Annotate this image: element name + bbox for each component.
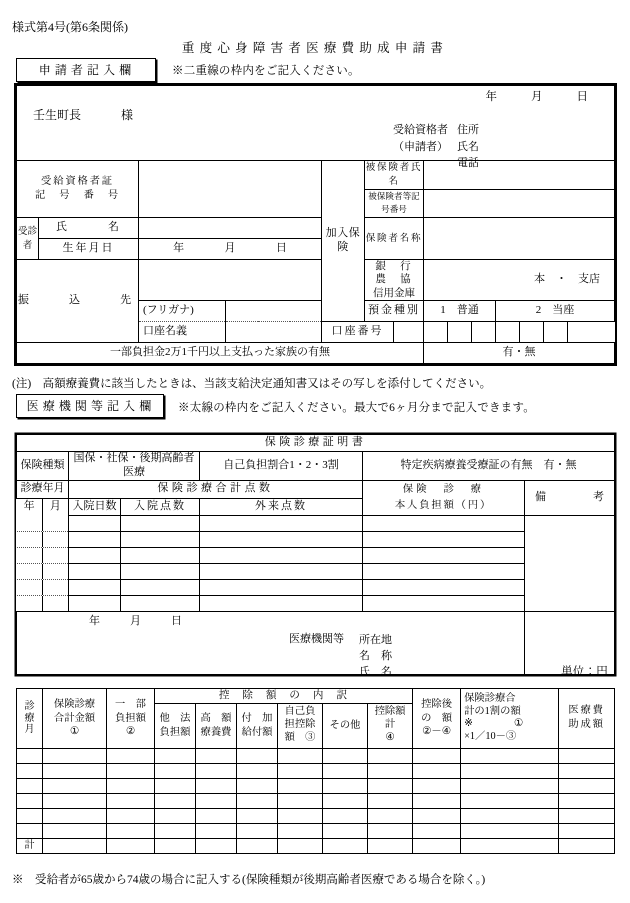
account-number-cell[interactable]	[520, 322, 544, 343]
cell-others[interactable]	[323, 763, 368, 778]
cell-subsidy[interactable]	[559, 763, 615, 778]
table-row[interactable]	[17, 823, 615, 838]
total-tenth[interactable]	[461, 838, 559, 853]
cell-other-law[interactable]	[155, 778, 196, 793]
account-holder-input[interactable]	[226, 322, 322, 343]
cell-partial-burden[interactable]	[107, 808, 155, 823]
cell-month[interactable]	[17, 823, 43, 838]
col-partial-burden: 一 部 負担額 ②	[107, 689, 155, 749]
cell-month[interactable]	[42, 532, 68, 547]
bank-name-input[interactable]	[139, 260, 322, 301]
col-admission-points: 入院点数	[121, 498, 200, 516]
remarks-label: 備 考	[525, 480, 615, 516]
page-title: 重度心身障害者医療費助成申請書	[181, 41, 449, 55]
table-row[interactable]	[17, 808, 615, 823]
cell-high-cost[interactable]	[196, 793, 237, 808]
total-row[interactable]	[17, 838, 615, 853]
deposit-option-futsuu[interactable]: 1 普通	[424, 301, 496, 322]
col-admission-days: 入院日数	[69, 498, 121, 516]
cell-other-law[interactable]	[155, 808, 196, 823]
cell-other-law[interactable]	[155, 748, 196, 763]
cell-year[interactable]	[17, 548, 43, 563]
total-high-cost[interactable]	[196, 838, 237, 853]
cell-additional-benefit[interactable]	[237, 778, 278, 793]
cell-self-deduction[interactable]	[278, 778, 323, 793]
bank-type-label: 銀 行 農 協 信用金庫	[365, 260, 424, 301]
cell-deduction-total[interactable]	[368, 808, 413, 823]
cell-month[interactable]	[42, 516, 68, 531]
account-number-cell[interactable]	[472, 322, 496, 343]
cell-self-burden[interactable]	[363, 564, 525, 580]
insurer-name-input[interactable]	[424, 218, 615, 260]
subsidy-calculation-table	[16, 688, 615, 854]
account-holder-label: 口座名義	[139, 322, 226, 343]
addressee: 壬生町長	[33, 108, 82, 122]
cell-additional-benefit[interactable]	[237, 823, 278, 838]
col-outpatient-points: 外来点数	[200, 498, 363, 516]
applicant-section-tab: 申請者記入欄	[16, 58, 156, 82]
field-address-label: 住所	[457, 124, 479, 136]
birth-day-label: 日	[275, 242, 287, 255]
col-treatment-month: 診 療 月	[17, 689, 43, 749]
medical-section-tab: 医療機関等記入欄	[16, 394, 164, 418]
form-number: 様式第4号(第6条関係)	[12, 20, 128, 34]
account-number-cell[interactable]	[544, 322, 568, 343]
cell-year[interactable]	[17, 532, 43, 547]
insured-number-label: 被保険者等記号番号	[365, 189, 424, 218]
cell-other-law[interactable]	[155, 793, 196, 808]
cell-outpatient-points[interactable]	[200, 580, 363, 596]
cell-admission-points[interactable]	[121, 516, 200, 532]
cell-after-deduction[interactable]	[413, 793, 461, 808]
addressee-honorific: 様	[121, 108, 134, 122]
cell-additional-benefit[interactable]	[237, 793, 278, 808]
cell-other-law[interactable]	[155, 763, 196, 778]
cell-partial-burden[interactable]	[107, 763, 155, 778]
recipient-label-line2: （申請者）	[393, 140, 448, 153]
patient-birth-input[interactable]	[139, 239, 322, 260]
col-high-cost: 高 額 療養費	[196, 703, 237, 748]
cell-insurance-total[interactable]	[43, 808, 107, 823]
cell-admission-days[interactable]	[69, 548, 121, 564]
cell-subsidy[interactable]	[559, 748, 615, 763]
family-burden-answer[interactable]: 有・無	[424, 343, 615, 364]
applicant-section-note: ※二重線の枠内をご記入ください。	[172, 65, 360, 77]
col-month: 月	[49, 500, 61, 513]
insurance-type-value[interactable]: 国保・社保・後期高齢者医療	[69, 452, 200, 481]
cell-insurance-total[interactable]	[43, 823, 107, 838]
cell-month[interactable]	[17, 778, 43, 793]
cell-high-cost[interactable]	[196, 748, 237, 763]
patient-group-label: 受診者	[17, 218, 39, 260]
cell-subsidy[interactable]	[559, 778, 615, 793]
cell-year[interactable]	[17, 564, 43, 579]
cell-others[interactable]	[323, 808, 368, 823]
cell-admission-points[interactable]	[121, 596, 200, 612]
table-row[interactable]	[17, 516, 615, 532]
unit-label: 単位：円	[561, 666, 608, 678]
institution-date-month: 月	[130, 615, 141, 627]
cert-number-label: 受給資格者証 記 号 番 号	[17, 161, 139, 218]
cell-tenth[interactable]	[461, 823, 559, 838]
cell-subsidy[interactable]	[559, 793, 615, 808]
total-other-law[interactable]	[155, 838, 196, 853]
cell-deduction-total[interactable]	[368, 793, 413, 808]
medical-certificate-table	[16, 434, 615, 678]
insurance-type-label: 保険種類	[17, 452, 69, 481]
patient-name-input[interactable]	[139, 218, 322, 239]
institution-date-day: 日	[171, 615, 182, 627]
cell-self-deduction[interactable]	[278, 748, 323, 763]
institution-block	[17, 612, 525, 678]
cell-subsidy[interactable]	[559, 808, 615, 823]
applicant-table	[16, 85, 615, 364]
cell-outpatient-points[interactable]	[200, 564, 363, 580]
total-additional-benefit[interactable]	[237, 838, 278, 853]
cell-outpatient-points[interactable]	[200, 532, 363, 548]
treatment-ym-label: 診療年月	[17, 480, 69, 498]
total-others[interactable]	[323, 838, 368, 853]
cell-admission-points[interactable]	[121, 548, 200, 564]
cell-tenth[interactable]	[461, 778, 559, 793]
cell-self-deduction[interactable]	[278, 763, 323, 778]
cell-additional-benefit[interactable]	[237, 748, 278, 763]
cell-month[interactable]	[17, 748, 43, 763]
cell-self-deduction[interactable]	[278, 793, 323, 808]
bank-section-label: 振 込 先	[17, 260, 139, 343]
cell-after-deduction[interactable]	[413, 763, 461, 778]
patient-birth-label: 生年月日	[39, 239, 139, 260]
cell-deduction-total[interactable]	[368, 823, 413, 838]
deduction-group-header: 控 除 額 の 内 訳	[155, 689, 413, 704]
col-other-law: 他 法 負担額	[155, 703, 196, 748]
branch-label: 本 ・ 支店	[534, 273, 600, 286]
cell-others[interactable]	[323, 778, 368, 793]
cell-month[interactable]	[17, 808, 43, 823]
total-partial-burden[interactable]	[107, 838, 155, 853]
cell-self-burden[interactable]	[363, 532, 525, 548]
cell-admission-days[interactable]	[69, 596, 121, 612]
institution-date-year: 年	[89, 615, 100, 627]
cell-tenth[interactable]	[461, 808, 559, 823]
cell-admission-days[interactable]	[69, 580, 121, 596]
cell-outpatient-points[interactable]	[200, 596, 363, 612]
total-deduction-total[interactable]	[368, 838, 413, 853]
cell-self-deduction[interactable]	[278, 823, 323, 838]
cell-partial-burden[interactable]	[107, 778, 155, 793]
insured-name-input[interactable]	[424, 161, 615, 190]
account-number-cell[interactable]	[424, 322, 448, 343]
table-row[interactable]	[17, 763, 615, 778]
insured-number-input[interactable]	[424, 189, 615, 218]
recipient-label-line1: 受給資格者	[393, 124, 448, 136]
medical-section-note: ※太線の枠内をご記入ください。最大で6ヶ月分まで記入できます。	[178, 402, 535, 414]
cell-insurance-total[interactable]	[43, 778, 107, 793]
institution-person-label: 氏 名	[359, 665, 392, 678]
col-year: 年	[17, 499, 43, 516]
cell-additional-benefit[interactable]	[237, 808, 278, 823]
birth-month-label: 月	[224, 242, 236, 255]
cell-year[interactable]	[17, 596, 43, 611]
branch-input[interactable]	[424, 260, 615, 301]
cell-after-deduction[interactable]	[413, 748, 461, 763]
institution-label: 医療機関等	[289, 633, 344, 645]
cell-month[interactable]	[17, 793, 43, 808]
furigana-input[interactable]	[226, 301, 322, 322]
table-row[interactable]	[17, 748, 615, 763]
cell-high-cost[interactable]	[196, 763, 237, 778]
certificate-title: 保険診療証明書	[17, 435, 615, 452]
cell-other-law[interactable]	[155, 823, 196, 838]
table-row[interactable]	[17, 778, 615, 793]
field-name-label: 氏名	[457, 140, 479, 153]
cell-others[interactable]	[323, 823, 368, 838]
col-insurance-total: 保険診療 合計金額 ①	[43, 689, 107, 749]
cell-high-cost[interactable]	[196, 808, 237, 823]
application-date-year: 年	[485, 90, 497, 103]
account-number-cell[interactable]	[394, 322, 424, 343]
col-tenth-of-total: 保険診療合 計の1割の額 ※ ① ×1／10－③	[461, 689, 559, 749]
cell-after-deduction[interactable]	[413, 823, 461, 838]
cell-month[interactable]	[42, 580, 68, 595]
cell-outpatient-points[interactable]	[200, 516, 363, 532]
total-points-group-label: 保険診療合計点数	[69, 480, 363, 498]
cell-admission-days[interactable]	[69, 516, 121, 532]
cert-number-input[interactable]	[139, 161, 322, 218]
cell-admission-days[interactable]	[69, 564, 121, 580]
cell-self-burden[interactable]	[363, 596, 525, 612]
cell-outpatient-points[interactable]	[200, 548, 363, 564]
insurer-name-label: 保険者名称	[365, 218, 424, 260]
cell-after-deduction[interactable]	[413, 808, 461, 823]
cell-others[interactable]	[323, 748, 368, 763]
col-deduction-total: 控除額 計 ④	[368, 703, 413, 748]
cell-admission-points[interactable]	[121, 532, 200, 548]
total-after-deduction[interactable]	[413, 838, 461, 853]
cell-month[interactable]	[42, 596, 68, 611]
self-pay-ratio[interactable]: 自己負担割合1・2・3割	[200, 452, 363, 481]
total-insurance-total[interactable]	[43, 838, 107, 853]
deposit-type-label: 預金種別	[365, 301, 424, 322]
cell-remarks[interactable]	[525, 516, 615, 612]
cell-subsidy[interactable]	[559, 823, 615, 838]
col-additional-benefit: 付 加 給付額	[237, 703, 278, 748]
self-burden-label: 保険 診 療 本人負担額（円）	[363, 480, 525, 516]
cell-year[interactable]	[17, 516, 43, 531]
cell-self-burden[interactable]	[363, 516, 525, 532]
cell-tenth[interactable]	[461, 748, 559, 763]
institution-address-label: 所在地	[359, 634, 392, 646]
cell-admission-days[interactable]	[69, 532, 121, 548]
table-row[interactable]	[17, 793, 615, 808]
cell-admission-points[interactable]	[121, 580, 200, 596]
cell-insurance-total[interactable]	[43, 748, 107, 763]
col-others: その他	[323, 703, 368, 748]
cell-partial-burden[interactable]	[107, 823, 155, 838]
cell-insurance-total[interactable]	[43, 763, 107, 778]
field-phone-label: 電話	[457, 157, 479, 169]
account-number-cell[interactable]	[448, 322, 472, 343]
cell-deduction-total[interactable]	[368, 763, 413, 778]
col-after-deduction: 控除後 の 額 ②－④	[413, 689, 461, 749]
total-row-label: 計	[17, 838, 43, 853]
patient-name-label: 氏 名	[39, 218, 139, 239]
col-self-deduction: 自己負 担控除 額 ③	[278, 703, 323, 748]
cell-partial-burden[interactable]	[107, 793, 155, 808]
cell-tenth[interactable]	[461, 763, 559, 778]
cell-self-burden[interactable]	[363, 548, 525, 564]
cell-additional-benefit[interactable]	[237, 763, 278, 778]
application-date-month: 月	[531, 90, 543, 103]
cell-year[interactable]	[17, 580, 43, 595]
furigana-label: (フリガナ)	[139, 301, 226, 322]
col-subsidy-amount: 医療費 助成額	[559, 689, 615, 749]
cell-self-deduction[interactable]	[278, 808, 323, 823]
cell-month[interactable]	[42, 548, 68, 563]
cell-others[interactable]	[323, 793, 368, 808]
account-number-cell[interactable]	[496, 322, 520, 343]
family-burden-question: 一部負担金2万1千円以上支払った家族の有無	[17, 343, 424, 364]
total-subsidy[interactable]	[559, 838, 615, 853]
specific-disease-cert[interactable]: 特定疾病療養受療証の有無 有・無	[363, 452, 615, 481]
total-self-deduction[interactable]	[278, 838, 323, 853]
cell-high-cost[interactable]	[196, 778, 237, 793]
cell-partial-burden[interactable]	[107, 748, 155, 763]
deposit-option-touza[interactable]: 2 当座	[496, 301, 615, 322]
cell-insurance-total[interactable]	[43, 793, 107, 808]
cell-deduction-total[interactable]	[368, 778, 413, 793]
account-number-label: 口座番号	[322, 322, 394, 343]
cell-deduction-total[interactable]	[368, 748, 413, 763]
insurance-group-label: 加入保険	[322, 161, 365, 322]
cell-after-deduction[interactable]	[413, 778, 461, 793]
birth-year-label: 年	[173, 242, 185, 255]
cell-month[interactable]	[42, 564, 68, 579]
cell-self-burden[interactable]	[363, 580, 525, 596]
insured-name-label: 被保険者氏名	[365, 161, 424, 190]
cell-tenth[interactable]	[461, 793, 559, 808]
institution-name-label: 名 称	[359, 649, 392, 662]
cell-admission-points[interactable]	[121, 564, 200, 580]
application-date-day: 日	[576, 90, 588, 103]
footer-note: ※ 受給者が65歳から74歳の場合に記入する(保険種類が後期高齢者医療である場合を除く。)	[12, 874, 486, 886]
kougaku-note: (注) 高額療養費に該当したときは、当該支給決定通知書又はその写しを添付してください。	[12, 378, 492, 390]
cell-high-cost[interactable]	[196, 823, 237, 838]
cell-month[interactable]	[17, 763, 43, 778]
